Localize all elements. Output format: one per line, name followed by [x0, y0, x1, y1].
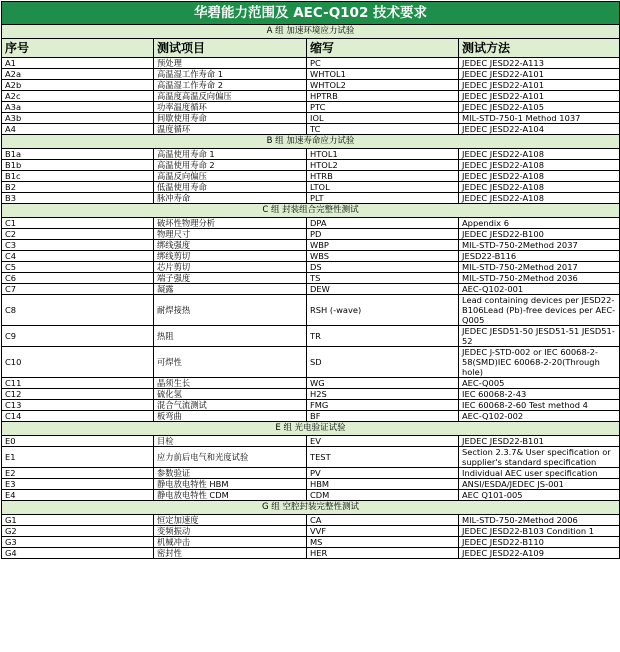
cell-abbreviation: CDM: [307, 490, 459, 501]
cell-test-method: JEDEC JESD22-B110: [459, 537, 620, 548]
table-row: [2, 262, 620, 273]
cell-no: C8: [2, 295, 154, 326]
cell-test-method: JEDEC JESD22-A108: [459, 149, 620, 160]
cell-no: A2b: [2, 80, 154, 91]
cell-abbreviation: IOL: [307, 113, 459, 124]
cell-test-item: 高温反向偏压: [154, 171, 307, 182]
cell-no: B1c: [2, 171, 154, 182]
table-row: [2, 515, 620, 526]
column-header-row: [2, 39, 620, 58]
table-row: [2, 124, 620, 135]
cell-no: G4: [2, 548, 154, 559]
cell-test-item: 目检: [154, 436, 307, 447]
cell-test-method: JEDEC JESD22-A108: [459, 182, 620, 193]
cell-test-method: JEDEC JESD22-A113: [459, 58, 620, 69]
cell-abbreviation: CA: [307, 515, 459, 526]
cell-abbreviation: FMG: [307, 400, 459, 411]
cell-test-method: JEDEC JESD22-B103 Condition 1: [459, 526, 620, 537]
cell-test-item: 破坏性物理分析: [154, 218, 307, 229]
cell-test-method: Appendix 6: [459, 218, 620, 229]
cell-abbreviation: DPA: [307, 218, 459, 229]
table-row: [2, 447, 620, 468]
cell-abbreviation: PC: [307, 58, 459, 69]
cell-abbreviation: HTOL1: [307, 149, 459, 160]
cell-abbreviation: BF: [307, 411, 459, 422]
cell-test-item: 热阻: [154, 326, 307, 347]
group-header-row: [2, 422, 620, 436]
table-row: [2, 537, 620, 548]
cell-test-item: 晶须生长: [154, 378, 307, 389]
cell-test-method: Section 2.3.7& User specification or supplier's standard specification: [459, 447, 620, 468]
header-test-item: 测试项目: [154, 39, 307, 58]
cell-test-item: 温度循环: [154, 124, 307, 135]
cell-abbreviation: SD: [307, 347, 459, 378]
cell-no: E1: [2, 447, 154, 468]
cell-test-method: JEDEC JESD22-A108: [459, 160, 620, 171]
cell-test-method: AEC-Q005: [459, 378, 620, 389]
cell-no: C10: [2, 347, 154, 378]
cell-test-method: ANSI/ESDA/JEDEC JS-001: [459, 479, 620, 490]
cell-abbreviation: DS: [307, 262, 459, 273]
cell-test-item: 间歇使用寿命: [154, 113, 307, 124]
cell-no: C12: [2, 389, 154, 400]
cell-no: G3: [2, 537, 154, 548]
table-row: [2, 193, 620, 204]
cell-test-method: MIL-STD-750-1 Method 1037: [459, 113, 620, 124]
cell-test-item: 应力前后电气和光度试验: [154, 447, 307, 468]
cell-abbreviation: RSH (-wave): [307, 295, 459, 326]
cell-abbreviation: WBP: [307, 240, 459, 251]
cell-test-item: 硫化氢: [154, 389, 307, 400]
cell-test-item: 可焊性: [154, 347, 307, 378]
table-row: [2, 548, 620, 559]
cell-no: G2: [2, 526, 154, 537]
cell-abbreviation: TR: [307, 326, 459, 347]
cell-test-method: MIL-STD-750-2Method 2006: [459, 515, 620, 526]
table-row: [2, 113, 620, 124]
table-row: [2, 229, 620, 240]
cell-test-item: 绑线剪切: [154, 251, 307, 262]
table-row: [2, 69, 620, 80]
cell-no: A2c: [2, 91, 154, 102]
cell-test-method: JEDEC JESD22-A105: [459, 102, 620, 113]
table-row: [2, 378, 620, 389]
cell-no: A3b: [2, 113, 154, 124]
cell-test-method: JEDEC JESD22-A108: [459, 193, 620, 204]
test-requirements-document: [1, 1, 619, 559]
cell-no: C5: [2, 262, 154, 273]
cell-abbreviation: LTOL: [307, 182, 459, 193]
cell-no: B3: [2, 193, 154, 204]
cell-no: E3: [2, 479, 154, 490]
cell-no: C7: [2, 284, 154, 295]
table-row: [2, 490, 620, 501]
table-row: [2, 326, 620, 347]
cell-test-method: Individual AEC user specification: [459, 468, 620, 479]
cell-abbreviation: HBM: [307, 479, 459, 490]
cell-no: A3a: [2, 102, 154, 113]
cell-no: C4: [2, 251, 154, 262]
table-row: [2, 468, 620, 479]
table-row: [2, 526, 620, 537]
cell-test-item: 端子强度: [154, 273, 307, 284]
cell-test-method: Lead containing devices per JESD22-B106Lead (Pb)-free devices per AEC-Q005: [459, 295, 620, 326]
cell-abbreviation: WBS: [307, 251, 459, 262]
cell-test-item: 高温使用寿命 1: [154, 149, 307, 160]
table-row: [2, 58, 620, 69]
cell-no: C11: [2, 378, 154, 389]
table-row: [2, 284, 620, 295]
cell-test-method: MIL-STD-750-2Method 2017: [459, 262, 620, 273]
table-row: [2, 273, 620, 284]
document-title: 华碧能力范围及 AEC-Q102 技术要求: [2, 2, 620, 25]
table-row: [2, 400, 620, 411]
table-row: [2, 240, 620, 251]
table-row: [2, 182, 620, 193]
table-row: [2, 218, 620, 229]
cell-test-method: AEC Q101-005: [459, 490, 620, 501]
cell-test-item: 高温湿工作寿命 1: [154, 69, 307, 80]
cell-test-item: 凝露: [154, 284, 307, 295]
cell-no: G1: [2, 515, 154, 526]
cell-test-item: 芯片剪切: [154, 262, 307, 273]
cell-abbreviation: MS: [307, 537, 459, 548]
table-row: [2, 389, 620, 400]
table-row: [2, 149, 620, 160]
table-row: [2, 347, 620, 378]
cell-test-item: 绑线强度: [154, 240, 307, 251]
cell-test-item: 脉冲寿命: [154, 193, 307, 204]
title-row: [2, 2, 620, 25]
requirements-table: [1, 1, 620, 559]
cell-test-method: JEDEC JESD22-B101: [459, 436, 620, 447]
cell-abbreviation: TS: [307, 273, 459, 284]
cell-abbreviation: HTOL2: [307, 160, 459, 171]
cell-test-method: JEDEC J-STD-002 or IEC 60068-2-58(SMD)IEC 60068-2-20(Through hole): [459, 347, 620, 378]
cell-test-item: 参数验证: [154, 468, 307, 479]
table-row: [2, 80, 620, 91]
cell-test-item: 功率温度循环: [154, 102, 307, 113]
table-row: [2, 251, 620, 262]
table-row: [2, 171, 620, 182]
table-row: [2, 91, 620, 102]
cell-no: C1: [2, 218, 154, 229]
table-row: [2, 160, 620, 171]
cell-no: A4: [2, 124, 154, 135]
cell-no: C9: [2, 326, 154, 347]
cell-test-item: 预处理: [154, 58, 307, 69]
cell-test-method: IEC 60068-2-60 Test method 4: [459, 400, 620, 411]
cell-no: E2: [2, 468, 154, 479]
group-header-row: [2, 135, 620, 149]
cell-test-item: 静电放电特性 CDM: [154, 490, 307, 501]
group-header-row: [2, 501, 620, 515]
cell-no: C14: [2, 411, 154, 422]
table-row: [2, 102, 620, 113]
cell-test-item: 耐焊接热: [154, 295, 307, 326]
cell-abbreviation: VVF: [307, 526, 459, 537]
cell-test-method: IEC 60068-2-43: [459, 389, 620, 400]
group-header-row: [2, 25, 620, 39]
table-row: [2, 295, 620, 326]
cell-no: A1: [2, 58, 154, 69]
cell-test-method: JEDEC JESD22-A101: [459, 91, 620, 102]
group-header-row: [2, 204, 620, 218]
cell-test-method: JEDEC JESD51-50 JESD51-51 JESD51-52: [459, 326, 620, 347]
cell-test-method: MIL-STD-750-2Method 2036: [459, 273, 620, 284]
cell-test-method: JEDEC JESD22-A101: [459, 69, 620, 80]
cell-test-item: 密封性: [154, 548, 307, 559]
cell-test-method: JEDEC JESD22-A101: [459, 80, 620, 91]
cell-test-method: AEC-Q102-001: [459, 284, 620, 295]
cell-abbreviation: TC: [307, 124, 459, 135]
cell-abbreviation: PV: [307, 468, 459, 479]
cell-abbreviation: HPTRB: [307, 91, 459, 102]
cell-test-item: 机械冲击: [154, 537, 307, 548]
cell-test-method: MIL-STD-750-2Method 2037: [459, 240, 620, 251]
cell-no: C3: [2, 240, 154, 251]
cell-abbreviation: HTRB: [307, 171, 459, 182]
cell-abbreviation: PD: [307, 229, 459, 240]
header-abbreviation: 缩写: [307, 39, 459, 58]
cell-test-method: JEDEC JESD22-A109: [459, 548, 620, 559]
cell-test-item: 低温使用寿命: [154, 182, 307, 193]
cell-abbreviation: PTC: [307, 102, 459, 113]
group-title: B 组 加速寿命应力试验: [2, 135, 620, 149]
cell-test-method: JEDEC JESD22-B100: [459, 229, 620, 240]
header-no: 序号: [2, 39, 154, 58]
cell-no: C13: [2, 400, 154, 411]
cell-test-method: AEC-Q102-002: [459, 411, 620, 422]
cell-test-item: 变频振动: [154, 526, 307, 537]
group-title: E 组 光电验证试验: [2, 422, 620, 436]
cell-no: B1b: [2, 160, 154, 171]
cell-no: C2: [2, 229, 154, 240]
group-title: A 组 加速环境应力试验: [2, 25, 620, 39]
cell-abbreviation: H2S: [307, 389, 459, 400]
cell-test-item: 高温湿工作寿命 2: [154, 80, 307, 91]
table-row: [2, 436, 620, 447]
cell-test-item: 混合气流测试: [154, 400, 307, 411]
cell-test-method: JEDEC JESD22-A104: [459, 124, 620, 135]
header-test-method: 测试方法: [459, 39, 620, 58]
cell-abbreviation: PLT: [307, 193, 459, 204]
cell-abbreviation: WHTOL2: [307, 80, 459, 91]
table-row: [2, 411, 620, 422]
cell-no: B2: [2, 182, 154, 193]
cell-no: E0: [2, 436, 154, 447]
group-title: G 组 空腔封装完整性测试: [2, 501, 620, 515]
cell-test-item: 高温度高温反向偏压: [154, 91, 307, 102]
cell-abbreviation: DEW: [307, 284, 459, 295]
cell-no: A2a: [2, 69, 154, 80]
cell-test-item: 物理尺寸: [154, 229, 307, 240]
cell-test-item: 恒定加速度: [154, 515, 307, 526]
cell-abbreviation: TEST: [307, 447, 459, 468]
cell-test-item: 高温使用寿命 2: [154, 160, 307, 171]
cell-no: C6: [2, 273, 154, 284]
cell-test-item: 板弯曲: [154, 411, 307, 422]
cell-test-method: JESD22-B116: [459, 251, 620, 262]
cell-abbreviation: WHTOL1: [307, 69, 459, 80]
cell-abbreviation: EV: [307, 436, 459, 447]
cell-no: E4: [2, 490, 154, 501]
table-row: [2, 479, 620, 490]
group-title: C 组 封装组合完整性测试: [2, 204, 620, 218]
cell-no: B1a: [2, 149, 154, 160]
cell-abbreviation: WG: [307, 378, 459, 389]
cell-test-method: JEDEC JESD22-A108: [459, 171, 620, 182]
cell-test-item: 静电放电特性 HBM: [154, 479, 307, 490]
cell-abbreviation: HER: [307, 548, 459, 559]
